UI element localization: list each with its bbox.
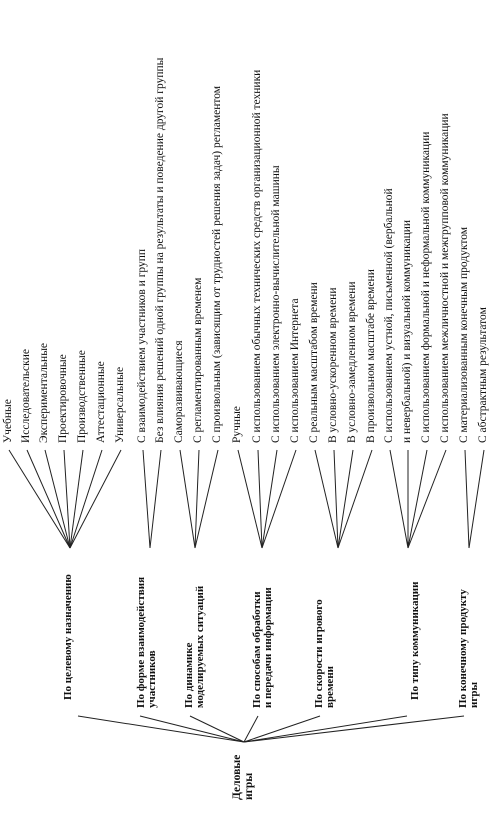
category-to-leaf-line [465, 450, 469, 548]
leaf-item: С регламентированным временем [192, 277, 204, 443]
category-to-leaf-line [408, 450, 446, 548]
category-to-leaf-line [70, 450, 102, 548]
leaf-item: и невербальной) и визуальной коммуникации [401, 219, 413, 443]
category-to-leaf-line [9, 450, 70, 548]
category-label-game-time-speed: По скорости игрового времени [313, 599, 336, 708]
leaf-item: Без влияния решений одной группы на результаты и поведение другой группы [154, 57, 166, 443]
leaf-item: С реальным масштабом времени [308, 282, 320, 443]
leaf-item: Учебные [2, 399, 14, 443]
category-to-leaf-line [70, 450, 83, 548]
category-label-final-product: По конечному продукту игры [457, 589, 480, 708]
leaf-item: С использованием Интернета [289, 298, 301, 443]
leaf-item: С использованием формальной и неформальной коммуникации [420, 131, 432, 443]
root-to-category-line [140, 716, 244, 742]
category-label-interaction-form: По форме взаимодействия участников [135, 576, 158, 708]
category-to-leaf-line [469, 450, 484, 548]
leaf-item: Саморазвивающиеся [173, 340, 185, 443]
category-to-leaf-line [262, 450, 296, 548]
leaf-item: Аттестационные [95, 361, 107, 443]
leaf-item: Универсальные [114, 366, 126, 443]
leaf-item: С взаимодействием участников и групп [136, 248, 148, 443]
root-to-category-line [78, 716, 244, 742]
category-to-leaf-line [180, 450, 195, 548]
category-to-leaf-line [338, 450, 372, 548]
leaf-item: Проектировочные [57, 354, 69, 443]
category-to-leaf-line [64, 450, 70, 548]
root-label: Деловые игры [231, 754, 255, 800]
root-to-category-line [244, 716, 464, 742]
category-to-leaf-line [150, 450, 161, 548]
leaf-item: С материализованным конечным продуктом [458, 226, 470, 443]
leaf-item: В условно-замедленном времени [346, 281, 358, 443]
category-to-leaf-line [262, 450, 277, 548]
leaf-item: С использованием устной, письменной (вербальной [383, 188, 395, 443]
leaf-item: С использованием межличностной и межгрупповой коммуникации [439, 113, 451, 443]
leaf-item: Производственные [76, 350, 88, 443]
leaf-item: С использованием обычных технических средств организационной техники [251, 69, 263, 443]
category-to-leaf-line [390, 450, 408, 548]
category-label-communication-type: По типу коммуникации [409, 581, 421, 700]
leaf-item: С использованием электронно-вычислительной машины [270, 165, 282, 443]
leaf-item: В условно-ускоренном времени [327, 287, 339, 443]
leaf-item: В произвольном масштабе времени [365, 269, 377, 443]
leaf-item: С абстрактным результатом [477, 307, 489, 443]
leaf-item: Экспериментальные [38, 342, 50, 443]
root-to-category-line [244, 716, 407, 742]
leaf-item: Исследовательские [20, 349, 32, 443]
category-to-leaf-line [70, 450, 121, 548]
leaf-item: С произвольным (зависящим от трудностей решения задач) регламентом [211, 85, 223, 443]
category-label-information-processing: По способам обработки и передачи информации [251, 587, 274, 708]
category-label-purpose: По целевому назначению [62, 574, 74, 700]
leaf-item: Ручные [231, 406, 243, 443]
category-to-leaf-line [143, 450, 150, 548]
category-label-dynamics: По динамике моделируемых ситуаций [183, 585, 206, 708]
category-to-leaf-line [338, 450, 353, 548]
category-to-leaf-line [408, 450, 427, 548]
